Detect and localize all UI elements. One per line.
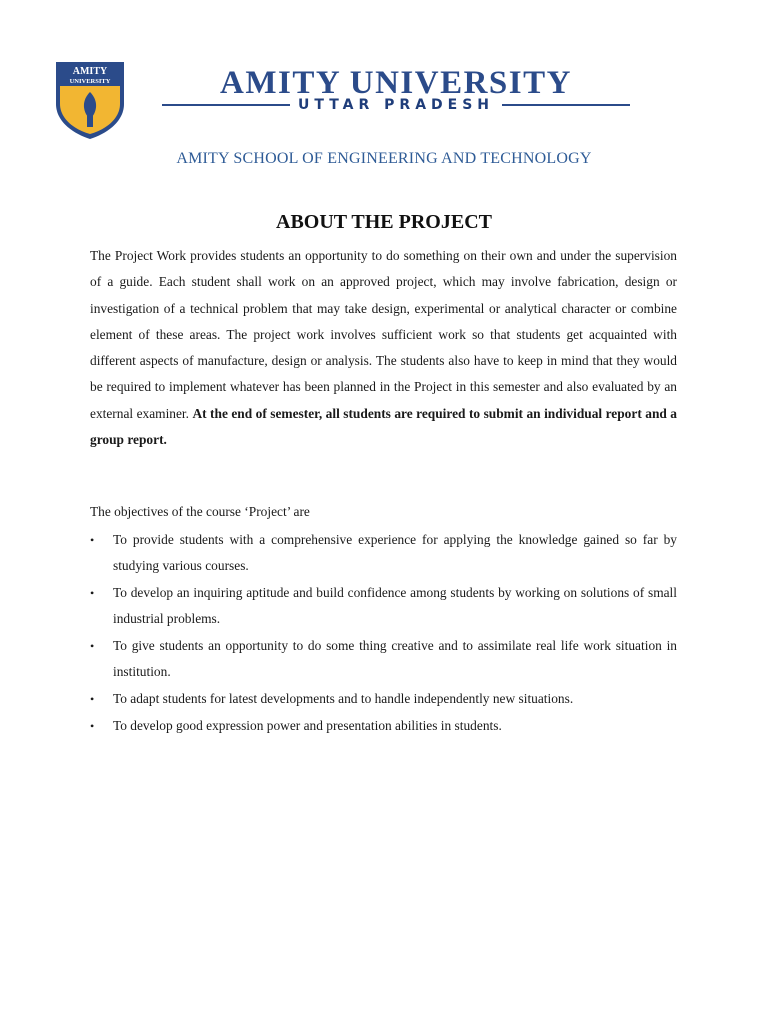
bullet-icon: •	[90, 586, 95, 601]
university-name: AMITY UNIVERSITY	[220, 65, 572, 101]
crest-text-amity: AMITY	[72, 66, 108, 77]
right-rule	[502, 104, 630, 106]
objective-text: To develop good expression power and presentation abilities in students.	[113, 718, 502, 734]
description-bold-text: At the end of semester, all students are required to submit an individual report and a group report.	[90, 405, 677, 448]
objective-text: To give students an opportunity to do some thing creative and to assimilate real life work situation in institution.	[113, 638, 677, 680]
objective-text: To adapt students for latest developments and to handle independently new situations.	[113, 691, 574, 707]
objective-text: To provide students with a comprehensive experience for applying the knowledge gained so far by studying various courses.	[113, 532, 677, 574]
objectives-list	[90, 527, 677, 740]
school-name: AMITY SCHOOL OF ENGINEERING AND TECHNOLOGY	[176, 150, 592, 167]
objective-item	[90, 633, 677, 686]
state-name: UTTAR PRADESH	[297, 97, 495, 113]
objectives-intro: The objectives of the course ‘Project’ are	[90, 504, 310, 519]
crest-text-university: UNIVERSITY	[69, 78, 111, 85]
objective-item	[90, 527, 677, 580]
state-row	[162, 95, 630, 115]
objective-item	[90, 686, 677, 712]
bullet-icon: •	[90, 692, 95, 707]
bullet-icon: •	[90, 639, 95, 654]
amity-crest-logo	[54, 60, 126, 140]
bullet-icon: •	[90, 533, 95, 547]
project-description	[90, 243, 677, 453]
description-text: The Project Work provides students an opportunity to do something on their own and under the supervision of a guide. Each student shall work on an approved project, which may involve fabrication, design or investigation of a technical problem that may take design, experimental or analytical character or combine element of these areas. The project work involves sufficient work so that students get acquainted with different aspects of manufacture, design or analysis. The students also have to keep in mind that they would be required to implement whatever has been planned in the Project in this semester and also evaluated by an external examiner.	[90, 248, 677, 421]
university-header	[54, 60, 644, 140]
page-title: ABOUT THE PROJECT	[276, 211, 492, 233]
objective-item	[90, 580, 677, 633]
bullet-icon: •	[90, 719, 95, 734]
left-rule	[162, 104, 290, 106]
objective-text: To develop an inquiring aptitude and build confidence among students by working on solutions of small industrial problems.	[113, 585, 677, 627]
objective-item	[90, 713, 677, 739]
